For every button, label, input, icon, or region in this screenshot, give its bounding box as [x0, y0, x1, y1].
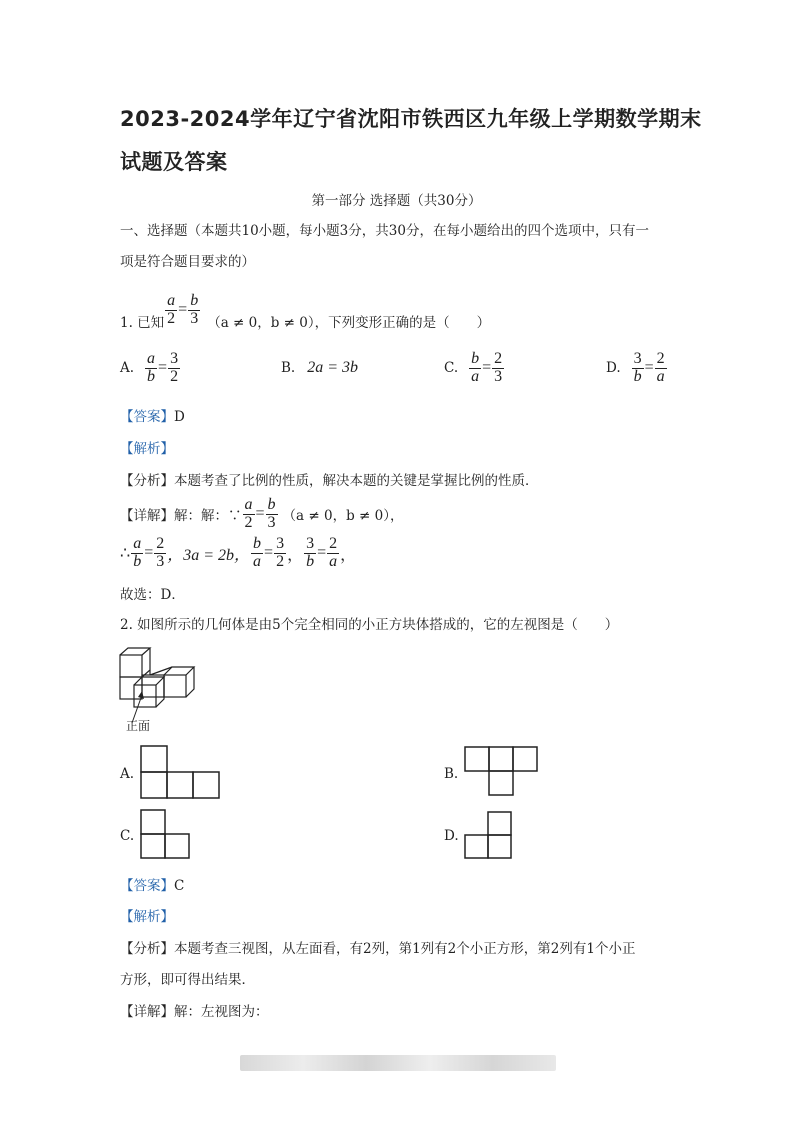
option-label: C.: [444, 360, 459, 376]
option-b: [281, 348, 358, 388]
q1-fenxi: [120, 469, 539, 489]
fraction-denominator: b: [306, 552, 315, 570]
q2-analysis-tag: 【解析】: [120, 909, 174, 925]
option-b-expression: 2a = 3b: [307, 359, 359, 376]
document-title-line2: 试题及答案: [120, 150, 228, 174]
given-fraction-b: [188, 293, 200, 328]
fraction-denominator: a: [471, 367, 480, 385]
fraction-denominator: 3: [267, 513, 276, 531]
equals-sign: =: [482, 359, 492, 376]
q1-therefore-line: [120, 533, 356, 573]
fraction-numerator: b: [190, 291, 199, 309]
fraction-denominator: 3: [156, 552, 165, 570]
q1-answer: [120, 405, 185, 425]
q1-xiangjie: [120, 494, 403, 534]
fraction-numerator: 3: [633, 349, 642, 367]
fraction-denominator: b: [133, 552, 142, 570]
fraction-numerator: b: [267, 495, 276, 513]
option-c: [444, 348, 505, 388]
xiangjie-condition: （a ≠ 0，b ≠ 0），: [282, 508, 404, 524]
fraction-numerator: 2: [156, 534, 165, 552]
fenxi-tag: 【分析】: [120, 473, 174, 489]
question-2-stem: 2. 如图所示的几何体是由5个完全相同的小正方块体搭成的，它的左视图是（ ）: [120, 617, 619, 633]
section-instructions-line2: 项是符合题目要求的）: [120, 254, 255, 270]
q1-analysis-tag: 【解析】: [120, 441, 174, 457]
equals-sign: =: [178, 301, 188, 318]
fraction-denominator: 3: [494, 367, 503, 385]
fraction-numerator: a: [133, 534, 142, 552]
option-c-view-figure: [140, 809, 192, 859]
equals-sign: =: [644, 359, 654, 376]
fraction-numerator: b: [471, 349, 480, 367]
linear-relation: ，3a = 2b，: [167, 546, 251, 564]
fraction-numerator: a: [147, 349, 156, 367]
answer-tag: 【答案】: [120, 878, 174, 894]
front-view-label: 正面: [126, 719, 151, 733]
q2-option-a-label: A.: [120, 766, 135, 782]
fraction-denominator: 2: [244, 513, 253, 531]
question-1-number: 1. 已知: [120, 315, 165, 331]
fraction-numerator: a: [167, 291, 176, 309]
fraction-numerator: 2: [656, 349, 665, 367]
xiangjie-text: 解：左视图为：: [174, 1004, 269, 1020]
option-d-view-figure: [464, 811, 514, 859]
answer-tag: 【答案】: [120, 409, 174, 425]
fraction-denominator: a: [329, 552, 338, 570]
q2-fenxi-line2: 方形，即可得出结果．: [120, 972, 255, 988]
xiangjie-prefix: 解：解：∵: [174, 508, 242, 524]
fraction-numerator: 2: [329, 534, 338, 552]
fraction-numerator: 3: [276, 534, 285, 552]
question-1-condition: （a ≠ 0，b ≠ 0），下列变形正确的是（ ）: [207, 315, 491, 331]
q2-answer: [120, 874, 184, 894]
equals-sign: =: [255, 505, 265, 522]
fraction-denominator: 3: [190, 309, 199, 327]
separator-comma: ，: [340, 546, 357, 564]
equals-sign: =: [158, 359, 168, 376]
option-label: A.: [120, 360, 135, 376]
fraction-numerator: b: [253, 534, 262, 552]
document-title-line1: 2023-2024学年辽宁省沈阳市铁西区九年级上学期数学期末: [120, 107, 702, 131]
fenxi-text: 本题考查三视图，从左面看，有2列，第1列有2个小正方形，第2列有1个小正: [174, 941, 636, 957]
fraction-denominator: 2: [170, 367, 179, 385]
xiangjie-tag: 【详解】: [120, 1004, 174, 1020]
fraction-denominator: b: [147, 367, 156, 385]
separator-comma: ，: [287, 546, 304, 564]
question-1-stem: [120, 285, 490, 335]
q2-xiangjie: [120, 1000, 269, 1020]
part-heading: 第一部分 选择题（共30分）: [311, 193, 482, 209]
fraction-denominator: a: [253, 552, 262, 570]
therefore-symbol: ∴: [120, 545, 131, 562]
answer-value: D: [174, 409, 185, 425]
equals-sign: =: [264, 544, 274, 561]
option-label: B.: [281, 360, 296, 376]
fraction-denominator: 2: [167, 309, 176, 327]
q2-fenxi-line1: [120, 937, 635, 957]
q1-conclusion: 故选：D．: [120, 587, 185, 603]
equals-sign: =: [317, 544, 327, 561]
fraction-numerator: a: [244, 495, 253, 513]
option-b-view-figure: [464, 746, 540, 798]
given-fraction-a: [165, 293, 177, 328]
fraction-denominator: b: [633, 367, 642, 385]
q2-option-c-label: C.: [120, 828, 135, 844]
option-label: D.: [606, 360, 621, 376]
fraction-denominator: 2: [276, 552, 285, 570]
xiangjie-tag: 【详解】: [120, 508, 174, 524]
fenxi-text: 本题考查了比例的性质，解决本题的关键是掌握比例的性质．: [174, 473, 539, 489]
option-a-view-figure: [140, 745, 222, 799]
fraction-numerator: 2: [494, 349, 503, 367]
blurred-footer-watermark: [240, 1055, 556, 1071]
fenxi-tag: 【分析】: [120, 941, 174, 957]
q2-option-b-label: B.: [444, 766, 459, 782]
option-d: [606, 348, 668, 388]
fraction-numerator: 3: [170, 349, 179, 367]
equals-sign: =: [144, 544, 154, 561]
fraction-numerator: 3: [306, 534, 315, 552]
answer-value: C: [174, 878, 185, 894]
q2-option-d-label: D.: [444, 828, 459, 844]
fraction-denominator: a: [656, 367, 665, 385]
option-a: [120, 348, 181, 388]
section-instructions-line1: 一、选择题（本题共10小题，每小题3分，共30分，在每小题给出的四个选项中，只有一: [120, 223, 649, 239]
